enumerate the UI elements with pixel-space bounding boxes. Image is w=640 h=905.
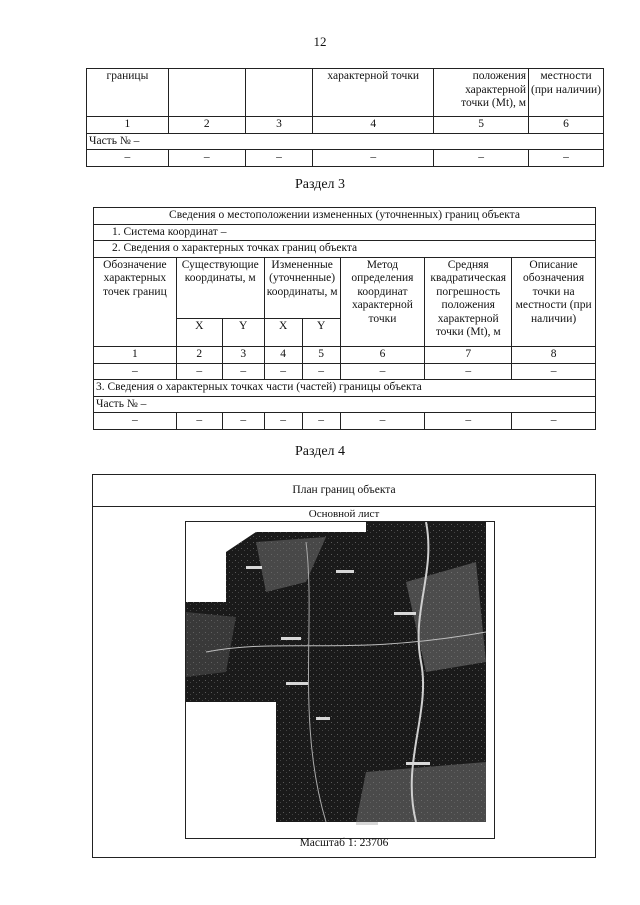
column-number: 1 [87,117,169,134]
dash-cell: – [245,150,313,167]
col-method: Метод определения координат характерной точки [340,257,425,346]
dash-cell: – [264,413,302,430]
part-label: Часть № – [94,396,596,413]
dash-cell: – [222,363,264,380]
column-number: 5 [434,117,529,134]
dash-cell: – [302,413,340,430]
dash-cell: – [529,150,604,167]
dash-cell: – [512,363,596,380]
dash-cell: – [264,363,302,380]
boundary-table-continuation [86,68,604,167]
header-cell: местности (при наличии) [529,69,604,117]
plan-map [185,521,495,839]
header-cell: характерной точки [313,69,434,117]
table-title: Сведения о местоположении измененных (уточненных) границ объекта [94,208,596,225]
dash-cell: – [313,150,434,167]
points-heading: 2. Сведения о характерных точках границ объекта [94,241,596,258]
page-number: 12 [313,34,327,49]
column-number: 4 [264,346,302,363]
map-scale: Масштаб 1: 23706 [299,837,389,849]
dash-cell: – [302,363,340,380]
col-existing: Существующие координаты, м [176,257,264,318]
dash-cell: – [512,413,596,430]
dash-cell: – [87,150,169,167]
changed-boundaries-table [93,207,596,430]
header-cell [168,69,245,117]
dash-cell: – [425,413,512,430]
column-number: 2 [168,117,245,134]
y-header: Y [222,318,264,346]
x-header: X [264,318,302,346]
column-number: 6 [340,346,425,363]
column-number: 6 [529,117,604,134]
dash-cell: – [168,150,245,167]
dash-cell: – [94,363,177,380]
section-4-title: Раздел 4 [294,444,346,459]
dash-cell: – [434,150,529,167]
column-number: 8 [512,346,596,363]
header-cell: границы [87,69,169,117]
dash-cell: – [176,413,222,430]
column-number: 4 [313,117,434,134]
column-number: 1 [94,346,177,363]
column-number: 3 [222,346,264,363]
x-header: X [176,318,222,346]
column-number: 7 [425,346,512,363]
header-cell: положения характерной точки (Mt), м [434,69,529,117]
col-error: Средняя квадратическая погрешность положения характерной точки (Mt), м [425,257,512,346]
dash-cell: – [222,413,264,430]
dash-cell: – [425,363,512,380]
section-3-title: Раздел 3 [294,177,346,192]
header-cell [245,69,313,117]
col-designation: Обозначение характерных точек границ [94,257,177,346]
column-number: 3 [245,117,313,134]
plan-title: План границ объекта [93,475,595,507]
coord-system: 1. Система координат – [94,224,596,241]
part-label: Часть № – [87,133,604,150]
sheet-label: Основной лист [308,508,380,520]
satellite-map-image [186,522,494,838]
y-header: Y [302,318,340,346]
column-number: 2 [176,346,222,363]
parts-heading: 3. Сведения о характерных точках части (частей) границы объекта [94,380,596,397]
dash-cell: – [340,413,425,430]
dash-cell: – [176,363,222,380]
dash-cell: – [340,363,425,380]
boundary-plan [92,474,596,858]
col-changed: Измененные (уточненные) координаты, м [264,257,340,318]
column-number: 5 [302,346,340,363]
col-description: Описание обозначения точки на местности (при наличии) [512,257,596,346]
dash-cell: – [94,413,177,430]
